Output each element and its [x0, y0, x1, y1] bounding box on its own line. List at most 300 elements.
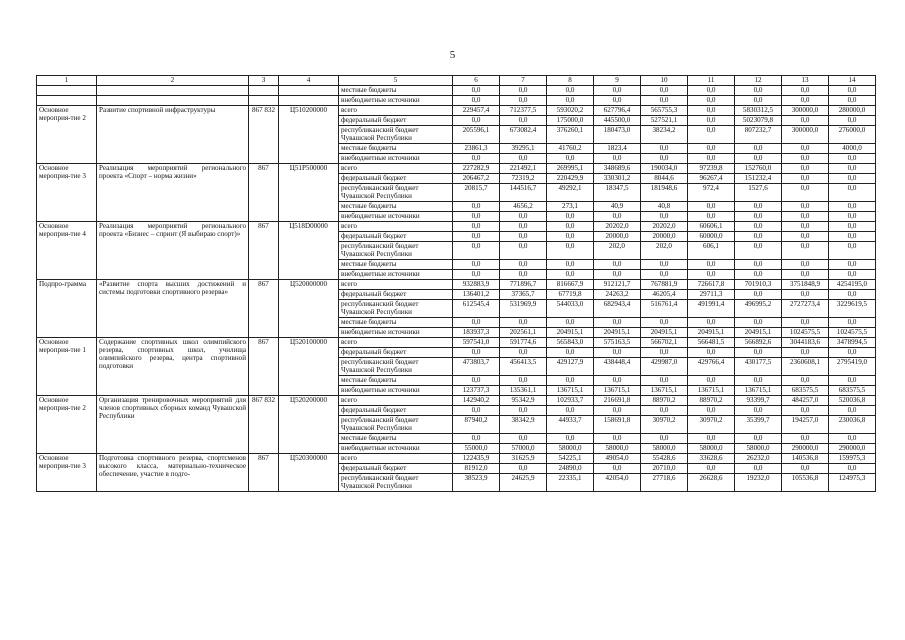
amount-cell: 0,0: [782, 202, 829, 212]
amount-cell: 376260,1: [547, 126, 594, 144]
amount-cell: 0,0: [735, 348, 782, 358]
amount-cell: 0,0: [453, 212, 500, 222]
amount-cell: 136715,1: [594, 386, 641, 396]
funding-source: федеральный бюджет: [339, 290, 453, 300]
amount-cell: 767881,9: [641, 280, 688, 290]
amount-cell: 0,0: [688, 270, 735, 280]
amount-cell: 0,0: [547, 318, 594, 328]
amount-cell: 0,0: [688, 260, 735, 270]
amount-cell: 0,0: [829, 348, 876, 358]
amount-cell: 0,0: [829, 222, 876, 232]
amount-cell: 597541,0: [453, 338, 500, 348]
column-number-header: 14: [829, 76, 876, 86]
amount-cell: 0,0: [641, 270, 688, 280]
amount-cell: 0,0: [782, 406, 829, 416]
amount-cell: 136715,1: [547, 386, 594, 396]
column-number-header: 12: [735, 76, 782, 86]
amount-cell: 0,0: [688, 376, 735, 386]
amount-cell: 144516,7: [500, 184, 547, 202]
table-row: [37, 106, 876, 116]
funding-source: всего: [339, 396, 453, 406]
amount-cell: 58000,0: [547, 444, 594, 454]
measure-title: Реализация мероприятий регионального проекта «Спорт – норма жизни»: [97, 164, 249, 222]
amount-cell: 29711,3: [688, 290, 735, 300]
funding-source: всего: [339, 454, 453, 464]
amount-cell: 0,0: [453, 348, 500, 358]
amount-cell: 194257,0: [782, 416, 829, 434]
amount-cell: 0,0: [500, 464, 547, 474]
measure-title: Содержание спортивных школ олимпийского резерва, спортивных школ, училища олимпийского резерва, центра спортивной подготовки: [97, 338, 249, 396]
amount-cell: 0,0: [782, 184, 829, 202]
measure-title: Подготовка спортивного резерва, спортсменов высокого класса, материально-техническое обеспечение, участие в подго-: [97, 454, 249, 492]
amount-cell: 0,0: [641, 144, 688, 154]
amount-cell: 0,0: [782, 154, 829, 164]
funding-source: местные бюджеты: [339, 318, 453, 328]
funding-source: всего: [339, 222, 453, 232]
amount-cell: 0,0: [547, 348, 594, 358]
empty-cell: [37, 96, 97, 106]
amount-cell: 575163,5: [594, 338, 641, 348]
funding-source: федеральный бюджет: [339, 464, 453, 474]
amount-cell: 473803,7: [453, 358, 500, 376]
grbs-code: 867: [249, 222, 279, 280]
amount-cell: 0,0: [782, 164, 829, 174]
amount-cell: 0,0: [735, 434, 782, 444]
amount-cell: 24890,0: [547, 464, 594, 474]
amount-cell: 0,0: [735, 290, 782, 300]
amount-cell: 0,0: [453, 96, 500, 106]
amount-cell: 0,0: [829, 96, 876, 106]
amount-cell: 0,0: [735, 270, 782, 280]
amount-cell: 4000,0: [829, 144, 876, 154]
classification-code: Ц520100000: [279, 338, 339, 396]
amount-cell: 136715,1: [641, 386, 688, 396]
amount-cell: 0,0: [735, 154, 782, 164]
amount-cell: 30970,2: [641, 416, 688, 434]
amount-cell: 0,0: [547, 212, 594, 222]
amount-cell: 0,0: [594, 270, 641, 280]
amount-cell: 330301,2: [594, 174, 641, 184]
table-row: [37, 338, 876, 348]
amount-cell: 496995,2: [735, 300, 782, 318]
amount-cell: 0,0: [688, 202, 735, 212]
amount-cell: 93399,7: [735, 396, 782, 406]
funding-source: местные бюджеты: [339, 202, 453, 212]
grbs-code: 867 832: [249, 106, 279, 164]
empty-cell: [37, 86, 97, 96]
measure-type: Основное мероприя-тие 2: [37, 396, 97, 454]
column-number-header: 4: [279, 76, 339, 86]
amount-cell: 0,0: [500, 260, 547, 270]
amount-cell: 429127,9: [547, 358, 594, 376]
empty-cell: [97, 86, 249, 96]
amount-cell: 300000,0: [782, 106, 829, 116]
amount-cell: 0,0: [500, 116, 547, 126]
funding-source: республиканский бюджет Чувашской Республики: [339, 184, 453, 202]
amount-cell: 38523,9: [453, 474, 500, 492]
amount-cell: 0,0: [641, 154, 688, 164]
amount-cell: 0,0: [453, 202, 500, 212]
amount-cell: 55428,6: [641, 454, 688, 464]
amount-cell: 0,0: [453, 86, 500, 96]
table-row: [37, 396, 876, 406]
amount-cell: 593020,2: [547, 106, 594, 116]
amount-cell: 220429,9: [547, 174, 594, 184]
amount-cell: 41760,2: [547, 144, 594, 154]
amount-cell: 429766,4: [688, 358, 735, 376]
amount-cell: 0,0: [735, 260, 782, 270]
amount-cell: 0,0: [594, 376, 641, 386]
column-number-header: 6: [453, 76, 500, 86]
funding-source: внебюджетные источники: [339, 386, 453, 396]
amount-cell: 58000,0: [735, 444, 782, 454]
measure-type: Подпро-грамма: [37, 280, 97, 338]
amount-cell: 1527,6: [735, 184, 782, 202]
amount-cell: 190034,0: [641, 164, 688, 174]
amount-cell: 0,0: [641, 348, 688, 358]
amount-cell: 484257,0: [782, 396, 829, 406]
amount-cell: 206467,2: [453, 174, 500, 184]
amount-cell: 673082,4: [500, 126, 547, 144]
amount-cell: 0,0: [547, 260, 594, 270]
funding-source: внебюджетные источники: [339, 270, 453, 280]
table-row: [37, 222, 876, 232]
column-number-header: 13: [782, 76, 829, 86]
amount-cell: 87940,2: [453, 416, 500, 434]
amount-cell: 0,0: [500, 212, 547, 222]
amount-cell: 39295,1: [500, 144, 547, 154]
amount-cell: 0,0: [547, 270, 594, 280]
measure-title: Реализация мероприятий регионального проекта «Бизнес – спринт (Я выбираю спорт)»: [97, 222, 249, 280]
amount-cell: 142940,2: [453, 396, 500, 406]
amount-cell: 0,0: [829, 232, 876, 242]
amount-cell: 136715,1: [735, 386, 782, 396]
amount-cell: 0,0: [829, 154, 876, 164]
column-number-header: 3: [249, 76, 279, 86]
funding-source: федеральный бюджет: [339, 232, 453, 242]
amount-cell: 0,0: [735, 232, 782, 242]
amount-cell: 30970,2: [688, 416, 735, 434]
amount-cell: 0,0: [688, 116, 735, 126]
amount-cell: 429987,0: [641, 358, 688, 376]
amount-cell: 456413,5: [500, 358, 547, 376]
amount-cell: 0,0: [829, 290, 876, 300]
amount-cell: 565755,3: [641, 106, 688, 116]
amount-cell: 31625,9: [500, 454, 547, 464]
amount-cell: 1823,4: [594, 144, 641, 154]
amount-cell: 0,0: [829, 202, 876, 212]
funding-source: местные бюджеты: [339, 434, 453, 444]
funding-source: всего: [339, 338, 453, 348]
amount-cell: 180473,0: [594, 126, 641, 144]
amount-cell: 0,0: [641, 212, 688, 222]
table-row: [37, 164, 876, 174]
amount-cell: 683575,5: [829, 386, 876, 396]
amount-cell: 0,0: [782, 86, 829, 96]
amount-cell: 135361,1: [500, 386, 547, 396]
amount-cell: 0,0: [782, 212, 829, 222]
amount-cell: 38342,9: [500, 416, 547, 434]
amount-cell: 124975,3: [829, 474, 876, 492]
amount-cell: 445500,0: [594, 116, 641, 126]
amount-cell: 276000,0: [829, 126, 876, 144]
amount-cell: 140536,8: [782, 454, 829, 464]
funding-source: республиканский бюджет Чувашской Республики: [339, 416, 453, 434]
amount-cell: 0,0: [688, 464, 735, 474]
amount-cell: 0,0: [782, 464, 829, 474]
amount-cell: 0,0: [500, 154, 547, 164]
amount-cell: 0,0: [735, 96, 782, 106]
amount-cell: 0,0: [453, 116, 500, 126]
amount-cell: 102933,7: [547, 396, 594, 406]
amount-cell: 49054,0: [594, 454, 641, 464]
amount-cell: 0,0: [500, 86, 547, 96]
amount-cell: 60000,0: [688, 232, 735, 242]
amount-cell: 20710,0: [641, 464, 688, 474]
amount-cell: 0,0: [688, 154, 735, 164]
amount-cell: 0,0: [547, 242, 594, 260]
amount-cell: 0,0: [829, 406, 876, 416]
funding-source: республиканский бюджет Чувашской Республики: [339, 242, 453, 260]
amount-cell: 0,0: [500, 318, 547, 328]
amount-cell: 60606,1: [688, 222, 735, 232]
funding-source: республиканский бюджет Чувашской Республики: [339, 126, 453, 144]
amount-cell: 26232,0: [735, 454, 782, 464]
funding-source: внебюджетные источники: [339, 444, 453, 454]
amount-cell: 520036,8: [829, 396, 876, 406]
measure-type: Основное мероприя-тие 2: [37, 106, 97, 164]
amount-cell: 771896,7: [500, 280, 547, 290]
amount-cell: 0,0: [594, 96, 641, 106]
amount-cell: 300000,0: [782, 126, 829, 144]
amount-cell: 204915,1: [688, 328, 735, 338]
amount-cell: 0,0: [453, 154, 500, 164]
amount-cell: 491991,4: [688, 300, 735, 318]
table-body: [37, 76, 876, 492]
amount-cell: 0,0: [641, 406, 688, 416]
amount-cell: 290000,0: [829, 444, 876, 454]
classification-code: Ц518D00000: [279, 222, 339, 280]
empty-cell: [249, 96, 279, 106]
funding-source: всего: [339, 106, 453, 116]
amount-cell: 0,0: [500, 96, 547, 106]
amount-cell: 0,0: [453, 242, 500, 260]
classification-code: Ц510200000: [279, 106, 339, 164]
classification-code: Ц520200000: [279, 396, 339, 454]
amount-cell: 0,0: [829, 242, 876, 260]
table-row: [37, 86, 876, 96]
amount-cell: 26628,6: [688, 474, 735, 492]
empty-cell: [249, 86, 279, 96]
amount-cell: 5830312,5: [735, 106, 782, 116]
amount-cell: 0,0: [829, 86, 876, 96]
amount-cell: 105536,8: [782, 474, 829, 492]
amount-cell: 0,0: [500, 376, 547, 386]
amount-cell: 37365,7: [500, 290, 547, 300]
amount-cell: 0,0: [453, 406, 500, 416]
amount-cell: 0,0: [782, 434, 829, 444]
amount-cell: 136401,2: [453, 290, 500, 300]
amount-cell: 627796,4: [594, 106, 641, 116]
grbs-code: 867 832: [249, 396, 279, 454]
amount-cell: 0,0: [735, 242, 782, 260]
amount-cell: 682943,4: [594, 300, 641, 318]
amount-cell: 67719,8: [547, 290, 594, 300]
amount-cell: 227282,9: [453, 164, 500, 174]
column-number-header: 9: [594, 76, 641, 86]
amount-cell: 4656,2: [500, 202, 547, 212]
amount-cell: 280000,0: [829, 106, 876, 116]
amount-cell: 0,0: [688, 212, 735, 222]
amount-cell: 0,0: [594, 348, 641, 358]
amount-cell: 0,0: [594, 406, 641, 416]
amount-cell: 0,0: [782, 348, 829, 358]
funding-source: республиканский бюджет Чувашской Республики: [339, 474, 453, 492]
amount-cell: 0,0: [547, 154, 594, 164]
amount-cell: 0,0: [735, 202, 782, 212]
amount-cell: 0,0: [735, 222, 782, 232]
amount-cell: 202561,1: [500, 328, 547, 338]
amount-cell: 0,0: [735, 212, 782, 222]
amount-cell: 0,0: [782, 222, 829, 232]
amount-cell: 0,0: [829, 184, 876, 202]
measure-title: Организация тренировочных мероприятий для членов спортивных сборных команд Чувашской Республики: [97, 396, 249, 454]
amount-cell: 24263,2: [594, 290, 641, 300]
funding-source: всего: [339, 280, 453, 290]
amount-cell: 0,0: [453, 222, 500, 232]
classification-code: Ц520000000: [279, 280, 339, 338]
amount-cell: 0,0: [594, 318, 641, 328]
amount-cell: 0,0: [735, 376, 782, 386]
amount-cell: 0,0: [594, 154, 641, 164]
amount-cell: 0,0: [782, 174, 829, 184]
amount-cell: 3751848,9: [782, 280, 829, 290]
budget-table: [36, 75, 876, 492]
amount-cell: 0,0: [641, 260, 688, 270]
amount-cell: 0,0: [829, 116, 876, 126]
amount-cell: 0,0: [594, 212, 641, 222]
amount-cell: 606,1: [688, 242, 735, 260]
amount-cell: 0,0: [829, 260, 876, 270]
amount-cell: 0,0: [782, 232, 829, 242]
amount-cell: 5023079,8: [735, 116, 782, 126]
amount-cell: 0,0: [829, 270, 876, 280]
amount-cell: 348689,6: [594, 164, 641, 174]
amount-cell: 0,0: [688, 348, 735, 358]
measure-type: Основное мероприя-тие 3: [37, 454, 97, 492]
amount-cell: 204915,1: [641, 328, 688, 338]
amount-cell: 701910,3: [735, 280, 782, 290]
amount-cell: 151232,4: [735, 174, 782, 184]
amount-cell: 204915,1: [735, 328, 782, 338]
measure-type: Основное мероприя-тие 4: [37, 222, 97, 280]
amount-cell: 33628,6: [688, 454, 735, 464]
amount-cell: 23861,3: [453, 144, 500, 154]
amount-cell: 19232,0: [735, 474, 782, 492]
amount-cell: 3229619,5: [829, 300, 876, 318]
amount-cell: 202,0: [641, 242, 688, 260]
amount-cell: 8044,6: [641, 174, 688, 184]
amount-cell: 3478994,5: [829, 338, 876, 348]
amount-cell: 0,0: [688, 106, 735, 116]
amount-cell: 40,8: [641, 202, 688, 212]
amount-cell: 58000,0: [594, 444, 641, 454]
amount-cell: 0,0: [500, 222, 547, 232]
amount-cell: 0,0: [453, 232, 500, 242]
amount-cell: 58000,0: [688, 444, 735, 454]
amount-cell: 230036,8: [829, 416, 876, 434]
amount-cell: 20000,0: [594, 232, 641, 242]
amount-cell: 438448,4: [594, 358, 641, 376]
amount-cell: 229457,4: [453, 106, 500, 116]
amount-cell: 40,9: [594, 202, 641, 212]
amount-cell: 0,0: [688, 86, 735, 96]
amount-cell: 0,0: [782, 96, 829, 106]
amount-cell: 123737,3: [453, 386, 500, 396]
classification-code: Ц51P500000: [279, 164, 339, 222]
funding-source: местные бюджеты: [339, 376, 453, 386]
amount-cell: 0,0: [547, 86, 594, 96]
amount-cell: 204915,1: [547, 328, 594, 338]
amount-cell: 0,0: [500, 242, 547, 260]
amount-cell: 0,0: [688, 126, 735, 144]
amount-cell: 42054,0: [594, 474, 641, 492]
amount-cell: 0,0: [500, 232, 547, 242]
amount-cell: 932883,9: [453, 280, 500, 290]
amount-cell: 4254195,0: [829, 280, 876, 290]
column-number-header: 8: [547, 76, 594, 86]
funding-source: внебюджетные источники: [339, 96, 453, 106]
funding-source: внебюджетные источники: [339, 328, 453, 338]
amount-cell: 0,0: [782, 270, 829, 280]
funding-source: федеральный бюджет: [339, 406, 453, 416]
measure-title: Развитие спортивной инфраструктуры: [97, 106, 249, 164]
amount-cell: 2795419,0: [829, 358, 876, 376]
amount-cell: 0,0: [547, 222, 594, 232]
amount-cell: 0,0: [594, 260, 641, 270]
amount-cell: 20202,0: [641, 222, 688, 232]
empty-cell: [279, 86, 339, 96]
table-row: [37, 96, 876, 106]
funding-source: внебюджетные источники: [339, 212, 453, 222]
amount-cell: 0,0: [782, 144, 829, 154]
amount-cell: 0,0: [641, 376, 688, 386]
amount-cell: 0,0: [641, 434, 688, 444]
amount-cell: 181948,6: [641, 184, 688, 202]
amount-cell: 202,0: [594, 242, 641, 260]
measure-type: Основное мероприя-тие 3: [37, 164, 97, 222]
amount-cell: 0,0: [688, 434, 735, 444]
table-row: [37, 280, 876, 290]
amount-cell: 0,0: [453, 376, 500, 386]
amount-cell: 81912,0: [453, 464, 500, 474]
amount-cell: 204915,1: [594, 328, 641, 338]
column-number-header: 1: [37, 76, 97, 86]
amount-cell: 566702,1: [641, 338, 688, 348]
amount-cell: 273,1: [547, 202, 594, 212]
amount-cell: 0,0: [547, 434, 594, 444]
amount-cell: 58000,0: [641, 444, 688, 454]
amount-cell: 0,0: [688, 144, 735, 154]
amount-cell: 0,0: [594, 86, 641, 96]
amount-cell: 0,0: [829, 164, 876, 174]
amount-cell: 221492,1: [500, 164, 547, 174]
amount-cell: 566892,6: [735, 338, 782, 348]
amount-cell: 0,0: [500, 348, 547, 358]
amount-cell: 0,0: [641, 96, 688, 106]
funding-source: местные бюджеты: [339, 86, 453, 96]
amount-cell: 0,0: [594, 434, 641, 444]
